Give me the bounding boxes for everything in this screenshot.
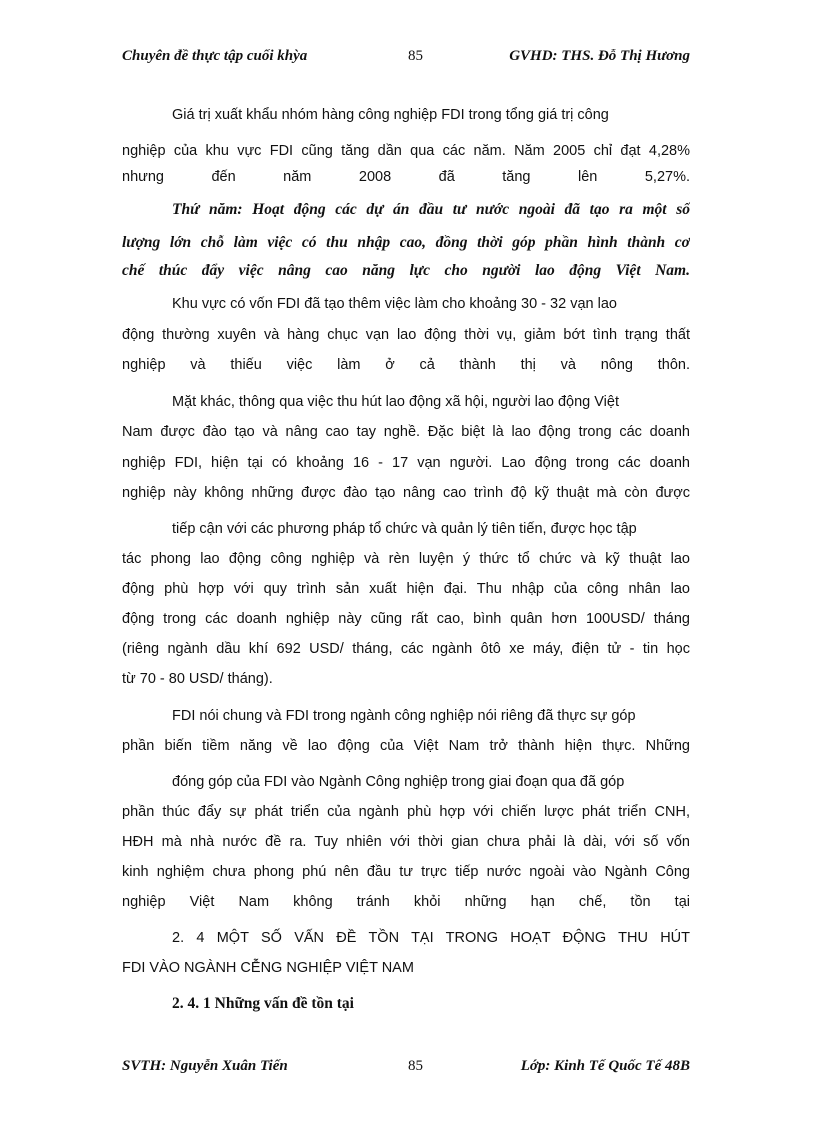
subsection-heading: 2. 4. 1 Những vấn đề tồn tại	[172, 995, 354, 1012]
header-page-number: 85	[408, 48, 423, 64]
header-advisor: GVHD: THS. Đỗ Thị Hương	[509, 48, 690, 64]
body-line: Khu vực có vốn FDI đã tạo thêm việc làm cho khoảng 30 - 32 vạn lao	[172, 296, 617, 312]
body-line: nghiệp FDI, hiện tại có khoảng 16 - 17 vạn người. Lao động trong các doanh	[122, 455, 690, 471]
body-line: nghiệp và thiếu việc làm ở cả thành thị và nông thôn.	[122, 357, 690, 373]
section-heading-line: lượng lớn chỗ làm việc có thu nhập cao, đồng thời góp phần hình thành cơ	[122, 234, 690, 251]
body-line: Nam được đào tạo và nâng cao tay nghề. Đặc biệt là lao động trong các doanh	[122, 424, 690, 440]
body-line: (riêng ngành dầu khí 692 USD/ tháng, các ngành ôtô xe máy, điện tử - tin học	[122, 641, 690, 657]
footer-student: SVTH: Nguyễn Xuân Tiến	[122, 1058, 288, 1074]
page-footer	[122, 1058, 690, 1082]
chapter-heading-line: FDI VÀO NGÀNH CỄNG NGHIỆP VIỆT NAM	[122, 960, 414, 976]
body-line: động phù hợp với quy trình sản xuất hiện đại. Thu nhập của công nhân lao	[122, 581, 690, 597]
page-header	[122, 48, 690, 72]
footer-class: Lớp: Kinh Tế Quốc Tế 48B	[520, 1058, 690, 1074]
header-title: Chuyên đề thực tập cuối khỳa	[122, 48, 308, 64]
body-line: tiếp cận với các phương pháp tổ chức và quản lý tiên tiến, được học tập	[172, 521, 637, 537]
footer-page-number: 85	[408, 1058, 423, 1074]
body-line: động thường xuyên và hàng chục vạn lao động thời vụ, giảm bớt tình trạng thất	[122, 327, 690, 343]
body-line: Giá trị xuất khẩu nhóm hàng công nghiệp FDI trong tổng giá trị công	[172, 107, 609, 123]
body-line: nhưng đến năm 2008 đã tăng lên 5,27%.	[122, 169, 690, 185]
body-line: kinh nghiệm chưa phong phú nên đầu tư trực tiếp nước ngoài vào Ngành Công	[122, 864, 690, 880]
body-line: nghiệp Việt Nam không tránh khỏi những hạn chế, tồn tại	[122, 894, 690, 910]
body-line: từ 70 - 80 USD/ tháng).	[122, 671, 273, 687]
body-line: FDI nói chung và FDI trong ngành công nghiệp nói riêng đã thực sự góp	[172, 708, 636, 724]
section-heading-line: Thứ năm: Hoạt động các dự án đầu tư nước ngoài đã tạo ra một số	[172, 201, 690, 218]
body-line: nghiệp của khu vực FDI cũng tăng dần qua các năm. Năm 2005 chỉ đạt 4,28%	[122, 143, 690, 159]
body-line: đóng góp của FDI vào Ngành Công nghiệp trong giai đoạn qua đã góp	[172, 774, 625, 790]
body-line: tác phong lao động công nghiệp và rèn luyện ý thức tổ chức và kỹ thuật lao	[122, 551, 690, 567]
chapter-heading-line: 2. 4 MỘT SỐ VẤN ĐỀ TỒN TẠI TRONG HOẠT ĐỘNG THU HÚT	[172, 930, 690, 946]
body-line: HĐH mà nhà nước đề ra. Tuy nhiên với thời gian chưa phải là dài, với số vốn	[122, 834, 690, 850]
body-line: phần biến tiềm năng về lao động của Việt Nam trở thành hiện thực. Những	[122, 738, 690, 754]
body-line: phần thúc đẩy sự phát triển của ngành phù hợp với chiến lược phát triển CNH,	[122, 804, 690, 820]
body-line: động trong các doanh nghiệp này cũng rất cao, bình quân hơn 100USD/ tháng	[122, 611, 690, 627]
body-line: Mặt khác, thông qua việc thu hút lao động xã hội, người lao động Việt	[172, 394, 620, 410]
body-line: nghiệp này không những được đào tạo nâng cao trình độ kỹ thuật mà còn được	[122, 485, 690, 501]
section-heading-line: chế thúc đẩy việc nâng cao năng lực cho người lao động Việt Nam.	[122, 262, 690, 279]
